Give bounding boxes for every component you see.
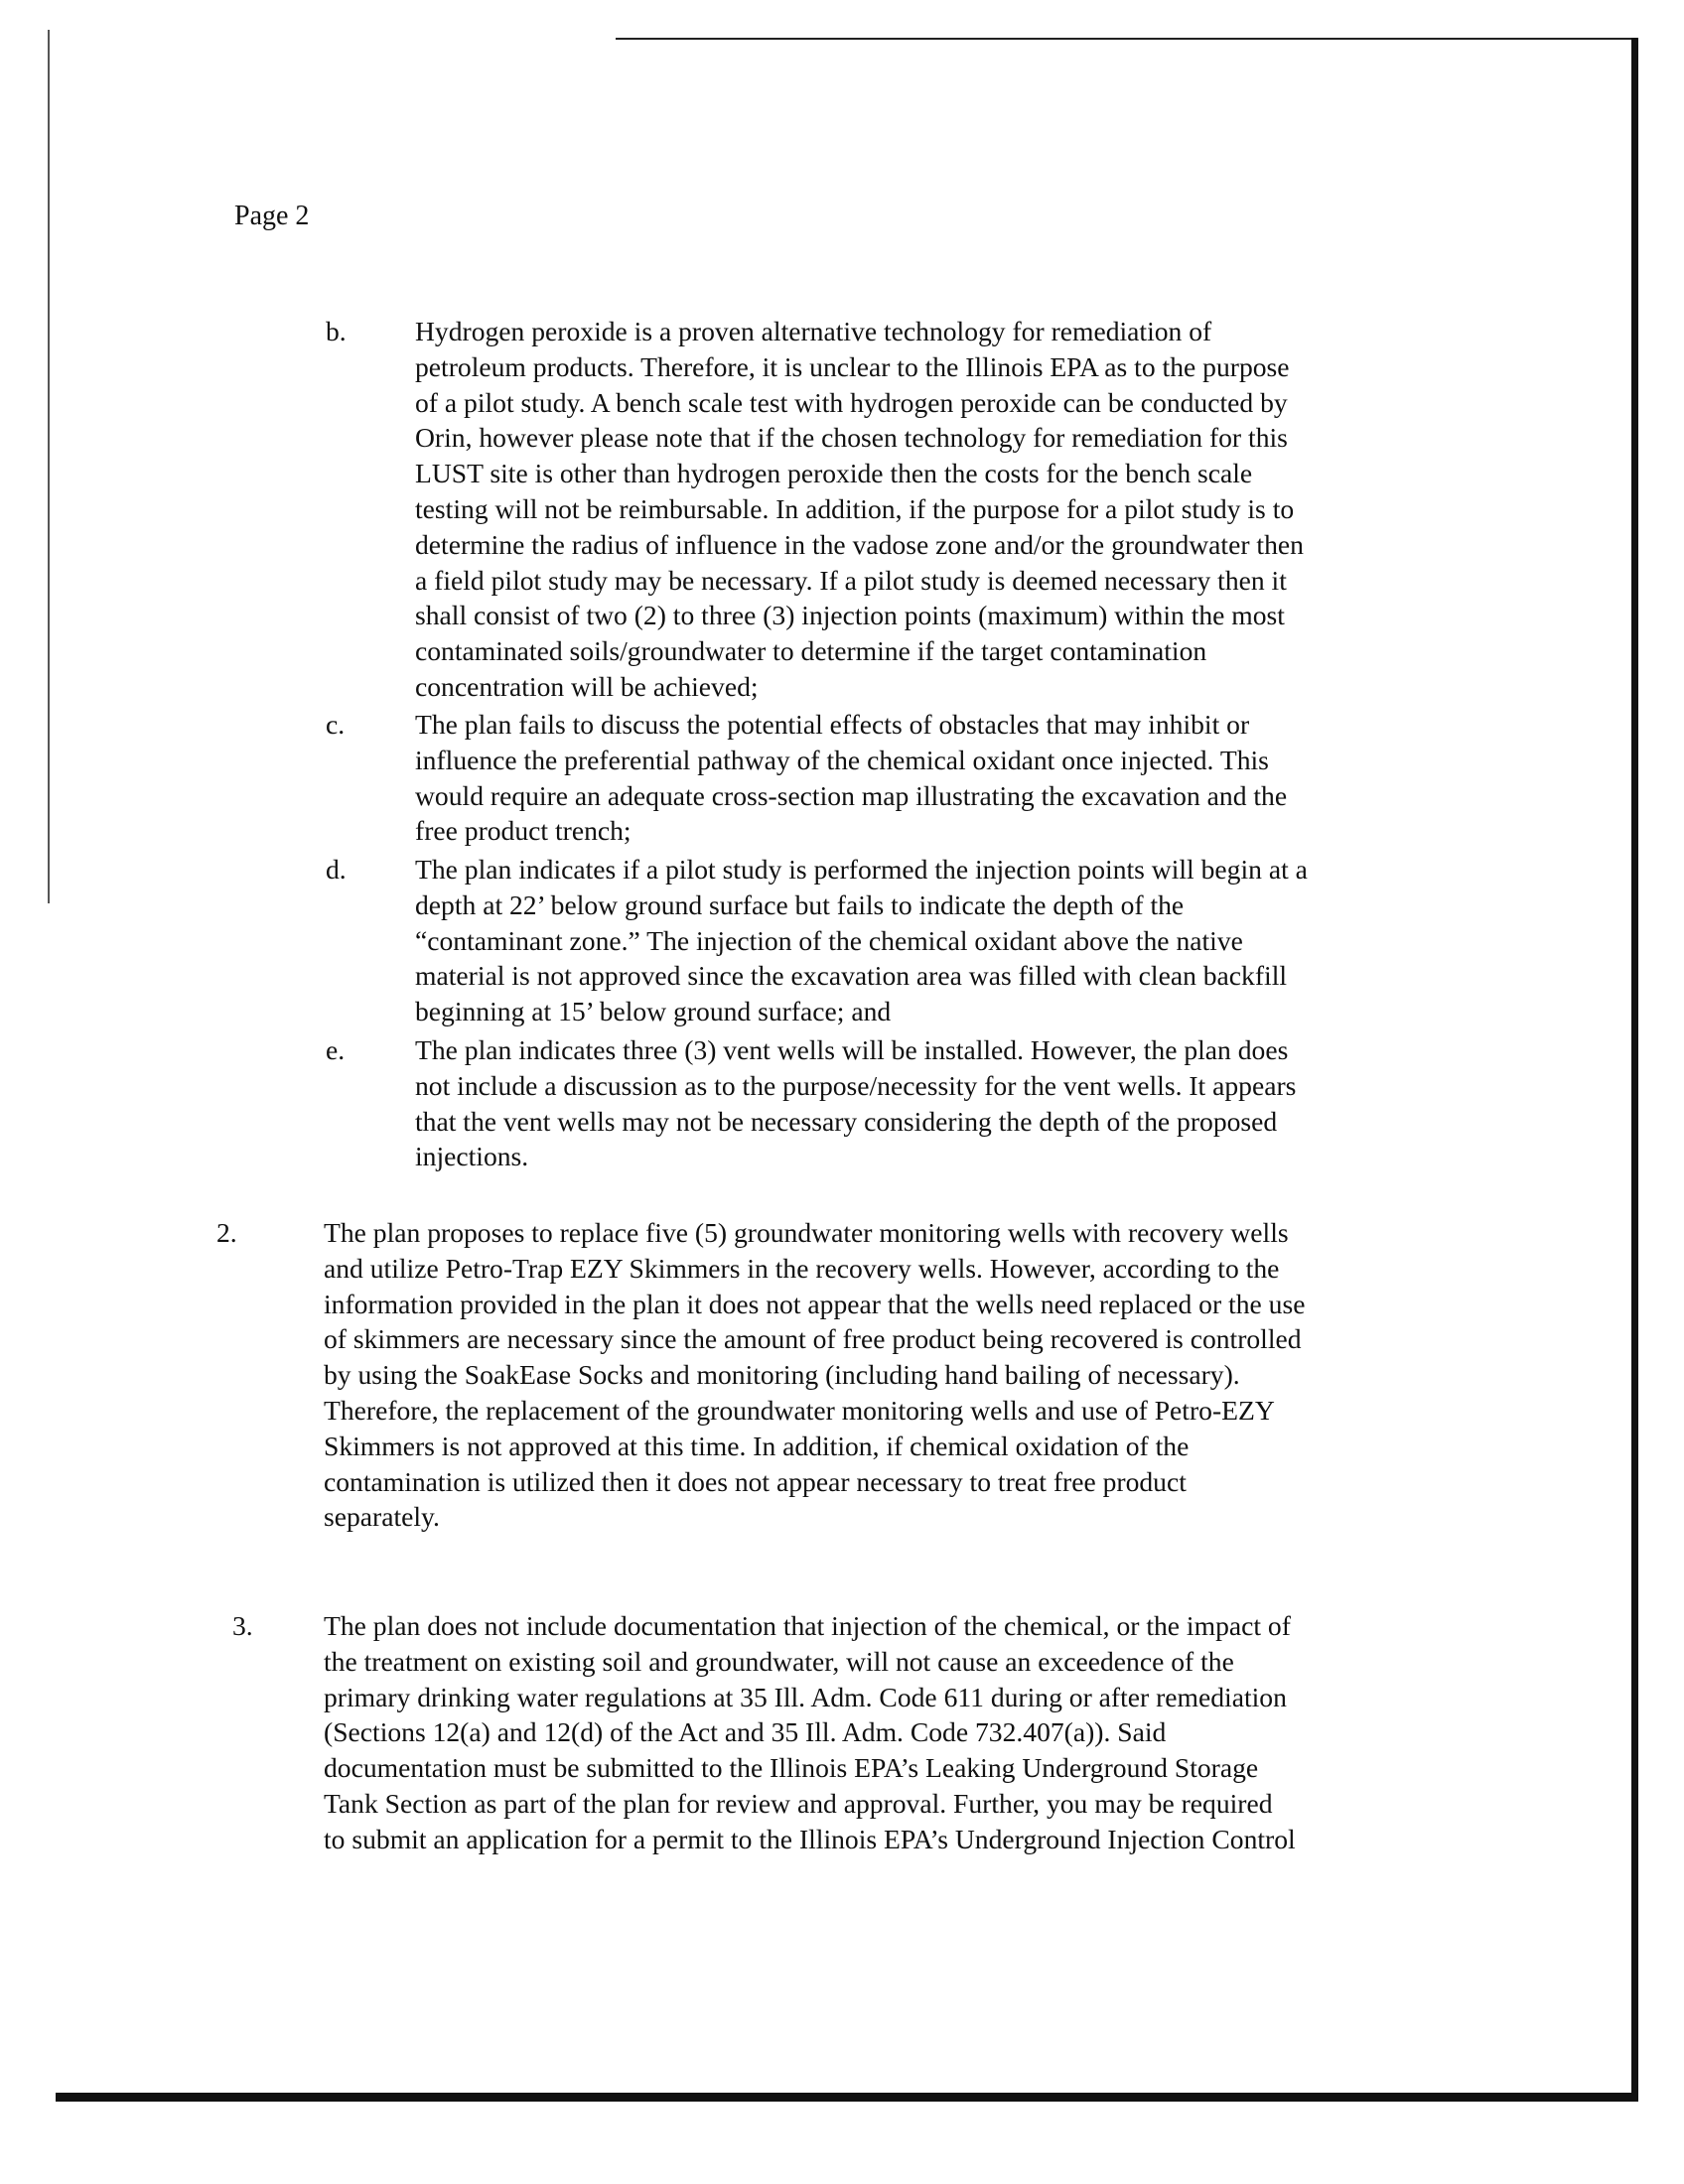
text-line: and utilize Petro-Trap EZY Skimmers in the recovery wells. However, according to the [324, 1252, 1280, 1284]
text-line: The plan indicates if a pilot study is performed the injection points will begin at a [415, 854, 1308, 885]
text-line: Orin, however please note that if the chosen technology for remediation for this [415, 422, 1288, 454]
sub-item-marker-c: c. [326, 709, 346, 740]
text-line: testing will not be reimbursable. In addition, if the purpose for a pilot study is to [415, 492, 1295, 524]
sub-item-c-text [415, 707, 1287, 849]
item-marker-3: 3. [232, 1610, 253, 1641]
text-line: LUST site is other than hydrogen peroxide then the costs for the bench scale [415, 458, 1253, 489]
item-2-text [324, 1215, 1305, 1535]
text-line: determine the radius of influence in the vadose zone and/or the groundwater then [415, 528, 1304, 560]
item-3-text [324, 1608, 1296, 1857]
text-line: petroleum products. Therefore, it is unclear to the Illinois EPA as to the purpose [415, 350, 1290, 382]
text-line: Skimmers is not approved at this time. In addition, if chemical oxidation of the [324, 1430, 1190, 1461]
text-line: the treatment on existing soil and groundwater, will not cause an exceedence of the [324, 1645, 1234, 1677]
text-line: The plan proposes to replace five (5) groundwater monitoring wells with recovery wells [324, 1217, 1289, 1248]
text-line: The plan fails to discuss the potential effects of obstacles that may inhibit or [415, 709, 1250, 740]
text-line: concentration will be achieved; [415, 670, 759, 702]
sub-item-e-text [415, 1032, 1296, 1174]
text-line: “contaminant zone.” The injection of the chemical oxidant above the native [415, 924, 1243, 956]
text-line: free product trench; [415, 815, 632, 847]
text-line: beginning at 15’ below ground surface; and [415, 996, 892, 1027]
sub-item-marker-e: e. [326, 1034, 346, 1065]
text-line: The plan does not include documentation that injection of the chemical, or the impact of [324, 1610, 1291, 1641]
text-line: shall consist of two (2) to three (3) injection points (maximum) within the most [415, 600, 1285, 631]
text-line: documentation must be submitted to the Illinois EPA’s Leaking Underground Storage [324, 1752, 1259, 1784]
sub-item-d-text [415, 852, 1308, 1029]
page-number: Page 2 [234, 201, 310, 231]
text-line: Therefore, the replacement of the groundwater monitoring wells and use of Petro-EZY [324, 1394, 1275, 1426]
scan-border-left [48, 30, 50, 903]
sub-item-marker-b: b. [326, 316, 347, 346]
text-line: separately. [324, 1501, 440, 1533]
text-line: of a pilot study. A bench scale test with hydrogen peroxide can be conducted by [415, 386, 1288, 418]
text-line: that the vent wells may not be necessary considering the depth of the proposed [415, 1105, 1278, 1137]
text-line: not include a discussion as to the purpose/necessity for the vent wells. It appears [415, 1069, 1297, 1101]
text-line: influence the preferential pathway of the chemical oxidant once injected. This [415, 744, 1269, 775]
text-line: to submit an application for a permit to the Illinois EPA’s Underground Injection Control [324, 1823, 1296, 1854]
text-line: injections. [415, 1141, 529, 1172]
text-line: contamination is utilized then it does not appear necessary to treat free product [324, 1465, 1187, 1497]
text-line: contaminated soils/groundwater to determine if the target contamination [415, 635, 1207, 667]
scan-border-top [616, 38, 1632, 40]
scan-border-right [1631, 38, 1638, 2101]
sub-item-b-text [415, 314, 1304, 705]
scan-border-bottom [56, 2093, 1638, 2102]
text-line: depth at 22’ below ground surface but fails to indicate the depth of the [415, 888, 1185, 920]
text-line: Tank Section as part of the plan for review and approval. Further, you may be required [324, 1787, 1273, 1819]
text-line: of skimmers are necessary since the amount of free product being recovered is controlled [324, 1323, 1302, 1355]
text-line: (Sections 12(a) and 12(d) of the Act and 35 Ill. Adm. Code 732.407(a)). Said [324, 1716, 1167, 1748]
text-line: information provided in the plan it does not appear that the wells need replaced or the use [324, 1288, 1306, 1319]
text-line: The plan indicates three (3) vent wells will be installed. However, the plan does [415, 1034, 1289, 1065]
text-line: primary drinking water regulations at 35 Ill. Adm. Code 611 during or after remediation [324, 1681, 1287, 1712]
text-line: material is not approved since the excavation area was filled with clean backfill [415, 960, 1288, 992]
text-line: Hydrogen peroxide is a proven alternative technology for remediation of [415, 316, 1212, 346]
text-line: by using the SoakEase Socks and monitoring (including hand bailing of necessary). [324, 1359, 1240, 1391]
text-line: would require an adequate cross-section map illustrating the excavation and the [415, 779, 1288, 811]
item-marker-2: 2. [216, 1217, 237, 1248]
text-line: a field pilot study may be necessary. If a pilot study is deemed necessary then it [415, 564, 1287, 596]
sub-item-marker-d: d. [326, 854, 347, 885]
